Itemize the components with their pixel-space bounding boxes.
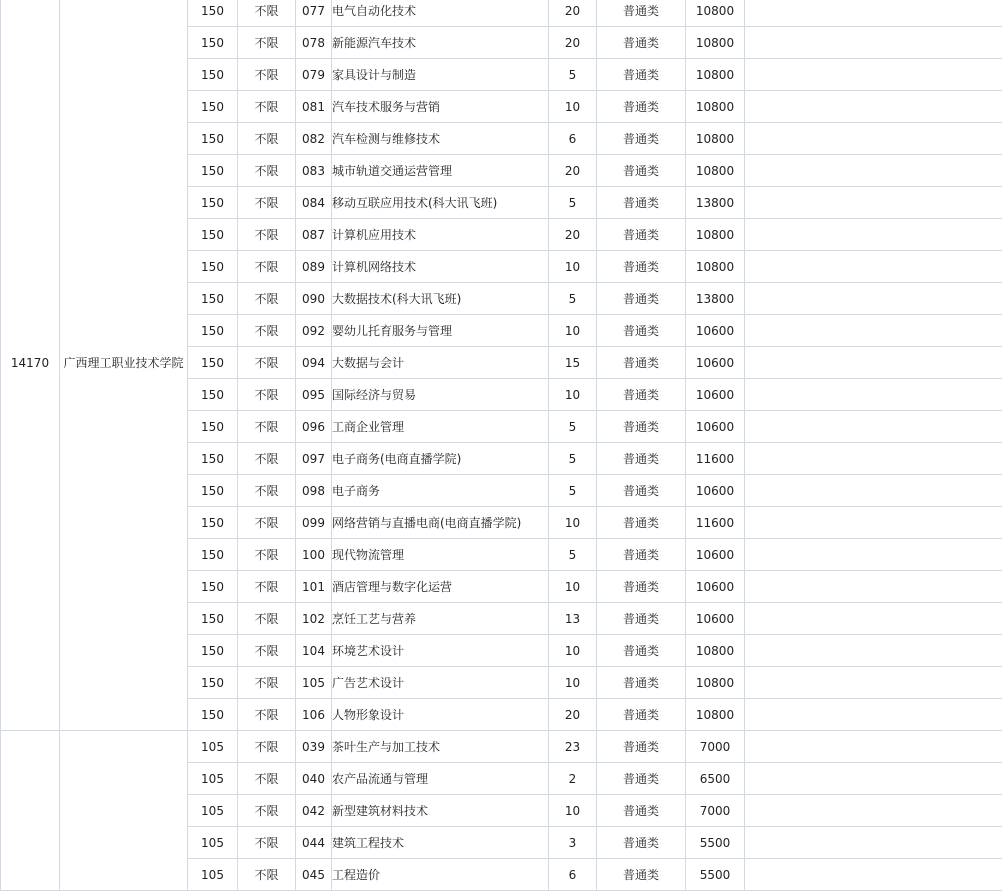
plan-count-cell: 15 [549, 347, 597, 379]
tuition-cell: 10800 [686, 91, 745, 123]
major-code-cell: 042 [296, 795, 332, 827]
subject-requirement-cell: 不限 [238, 507, 296, 539]
major-name-cell: 城市轨道交通运营管理 [332, 155, 549, 187]
remarks-cell [745, 411, 1002, 443]
major-name-cell: 家具设计与制造 [332, 59, 549, 91]
category-cell: 普通类 [597, 699, 686, 731]
subject-requirement-cell: 不限 [238, 0, 296, 27]
plan-count-cell: 10 [549, 315, 597, 347]
category-cell: 普通类 [597, 507, 686, 539]
major-name-cell: 汽车技术服务与营销 [332, 91, 549, 123]
major-name-cell: 农产品流通与管理 [332, 763, 549, 795]
category-cell: 普通类 [597, 539, 686, 571]
remarks-cell [745, 539, 1002, 571]
category-cell: 普通类 [597, 251, 686, 283]
plan-count-cell: 10 [549, 667, 597, 699]
min-score-cell: 105 [188, 795, 238, 827]
major-name-cell: 电子商务(电商直播学院) [332, 443, 549, 475]
major-name-cell: 工程造价 [332, 859, 549, 891]
tuition-cell: 10800 [686, 251, 745, 283]
plan-count-cell: 10 [549, 251, 597, 283]
major-code-cell: 098 [296, 475, 332, 507]
major-code-cell: 095 [296, 379, 332, 411]
remarks-cell [745, 379, 1002, 411]
min-score-cell: 150 [188, 315, 238, 347]
subject-requirement-cell: 不限 [238, 123, 296, 155]
remarks-cell [745, 91, 1002, 123]
tuition-cell: 5500 [686, 827, 745, 859]
min-score-cell: 150 [188, 411, 238, 443]
min-score-cell: 150 [188, 59, 238, 91]
tuition-cell: 10800 [686, 0, 745, 27]
min-score-cell: 150 [188, 187, 238, 219]
category-cell: 普通类 [597, 27, 686, 59]
major-code-cell: 077 [296, 0, 332, 27]
min-score-cell: 105 [188, 731, 238, 763]
tuition-cell: 10600 [686, 411, 745, 443]
subject-requirement-cell: 不限 [238, 571, 296, 603]
plan-count-cell: 5 [549, 59, 597, 91]
plan-count-cell: 2 [549, 763, 597, 795]
tuition-cell: 10600 [686, 347, 745, 379]
table-row [1, 0, 1002, 27]
category-cell: 普通类 [597, 443, 686, 475]
remarks-cell [745, 667, 1002, 699]
major-code-cell: 094 [296, 347, 332, 379]
min-score-cell: 150 [188, 571, 238, 603]
major-name-cell: 新能源汽车技术 [332, 27, 549, 59]
category-cell: 普通类 [597, 0, 686, 27]
category-cell: 普通类 [597, 91, 686, 123]
plan-count-cell: 10 [549, 795, 597, 827]
subject-requirement-cell: 不限 [238, 379, 296, 411]
subject-requirement-cell: 不限 [238, 347, 296, 379]
major-name-cell: 茶叶生产与加工技术 [332, 731, 549, 763]
min-score-cell: 150 [188, 123, 238, 155]
category-cell: 普通类 [597, 763, 686, 795]
major-code-cell: 090 [296, 283, 332, 315]
category-cell: 普通类 [597, 283, 686, 315]
min-score-cell: 150 [188, 0, 238, 27]
major-name-cell: 电子商务 [332, 475, 549, 507]
min-score-cell: 150 [188, 219, 238, 251]
min-score-cell: 150 [188, 155, 238, 187]
major-code-cell: 097 [296, 443, 332, 475]
tuition-cell: 11600 [686, 507, 745, 539]
remarks-cell [745, 827, 1002, 859]
tuition-cell: 10600 [686, 315, 745, 347]
tuition-cell: 10800 [686, 699, 745, 731]
category-cell: 普通类 [597, 635, 686, 667]
tuition-cell: 10800 [686, 123, 745, 155]
subject-requirement-cell: 不限 [238, 635, 296, 667]
remarks-cell [745, 27, 1002, 59]
subject-requirement-cell: 不限 [238, 827, 296, 859]
school-code-cell [1, 731, 60, 891]
tuition-cell: 10600 [686, 379, 745, 411]
plan-count-cell: 23 [549, 731, 597, 763]
min-score-cell: 150 [188, 603, 238, 635]
tuition-cell: 10600 [686, 571, 745, 603]
tuition-cell: 10800 [686, 667, 745, 699]
major-code-cell: 045 [296, 859, 332, 891]
subject-requirement-cell: 不限 [238, 411, 296, 443]
remarks-cell [745, 283, 1002, 315]
major-name-cell: 网络营销与直播电商(电商直播学院) [332, 507, 549, 539]
category-cell: 普通类 [597, 827, 686, 859]
min-score-cell: 150 [188, 379, 238, 411]
category-cell: 普通类 [597, 475, 686, 507]
subject-requirement-cell: 不限 [238, 283, 296, 315]
major-code-cell: 106 [296, 699, 332, 731]
remarks-cell [745, 251, 1002, 283]
major-code-cell: 082 [296, 123, 332, 155]
major-code-cell: 100 [296, 539, 332, 571]
tuition-cell: 10800 [686, 59, 745, 91]
plan-count-cell: 20 [549, 155, 597, 187]
remarks-cell [745, 155, 1002, 187]
remarks-cell [745, 443, 1002, 475]
remarks-cell [745, 571, 1002, 603]
category-cell: 普通类 [597, 859, 686, 891]
major-code-cell: 044 [296, 827, 332, 859]
remarks-cell [745, 123, 1002, 155]
major-name-cell: 烹饪工艺与营养 [332, 603, 549, 635]
remarks-cell [745, 763, 1002, 795]
subject-requirement-cell: 不限 [238, 219, 296, 251]
category-cell: 普通类 [597, 187, 686, 219]
major-code-cell: 078 [296, 27, 332, 59]
major-name-cell: 建筑工程技术 [332, 827, 549, 859]
min-score-cell: 105 [188, 827, 238, 859]
subject-requirement-cell: 不限 [238, 795, 296, 827]
major-code-cell: 089 [296, 251, 332, 283]
major-code-cell: 096 [296, 411, 332, 443]
major-name-cell: 广告艺术设计 [332, 667, 549, 699]
tuition-cell: 10600 [686, 603, 745, 635]
min-score-cell: 150 [188, 91, 238, 123]
major-code-cell: 105 [296, 667, 332, 699]
plan-count-cell: 5 [549, 187, 597, 219]
school-code-cell: 14170 [1, 0, 60, 731]
plan-count-cell: 6 [549, 123, 597, 155]
remarks-cell [745, 0, 1002, 27]
category-cell: 普通类 [597, 795, 686, 827]
plan-count-cell: 13 [549, 603, 597, 635]
tuition-cell: 10800 [686, 219, 745, 251]
major-code-cell: 087 [296, 219, 332, 251]
category-cell: 普通类 [597, 315, 686, 347]
remarks-cell [745, 315, 1002, 347]
category-cell: 普通类 [597, 731, 686, 763]
remarks-cell [745, 603, 1002, 635]
major-name-cell: 现代物流管理 [332, 539, 549, 571]
tuition-cell: 13800 [686, 187, 745, 219]
remarks-cell [745, 731, 1002, 763]
category-cell: 普通类 [597, 667, 686, 699]
subject-requirement-cell: 不限 [238, 155, 296, 187]
table-row [1, 731, 1002, 763]
major-name-cell: 电气自动化技术 [332, 0, 549, 27]
tuition-cell: 5500 [686, 859, 745, 891]
category-cell: 普通类 [597, 347, 686, 379]
subject-requirement-cell: 不限 [238, 731, 296, 763]
major-code-cell: 092 [296, 315, 332, 347]
min-score-cell: 150 [188, 251, 238, 283]
min-score-cell: 150 [188, 475, 238, 507]
subject-requirement-cell: 不限 [238, 251, 296, 283]
major-name-cell: 人物形象设计 [332, 699, 549, 731]
major-code-cell: 102 [296, 603, 332, 635]
major-name-cell: 新型建筑材料技术 [332, 795, 549, 827]
min-score-cell: 150 [188, 347, 238, 379]
major-code-cell: 099 [296, 507, 332, 539]
subject-requirement-cell: 不限 [238, 603, 296, 635]
subject-requirement-cell: 不限 [238, 475, 296, 507]
subject-requirement-cell: 不限 [238, 539, 296, 571]
major-name-cell: 计算机应用技术 [332, 219, 549, 251]
plan-count-cell: 5 [549, 411, 597, 443]
major-code-cell: 081 [296, 91, 332, 123]
plan-count-cell: 5 [549, 539, 597, 571]
school-name-cell: 广西理工职业技术学院 [60, 0, 188, 731]
subject-requirement-cell: 不限 [238, 27, 296, 59]
min-score-cell: 150 [188, 699, 238, 731]
major-code-cell: 084 [296, 187, 332, 219]
plan-count-cell: 20 [549, 699, 597, 731]
school-name-cell [60, 731, 188, 891]
remarks-cell [745, 699, 1002, 731]
tuition-cell: 10800 [686, 27, 745, 59]
tuition-cell: 13800 [686, 283, 745, 315]
remarks-cell [745, 859, 1002, 891]
category-cell: 普通类 [597, 571, 686, 603]
major-code-cell: 040 [296, 763, 332, 795]
min-score-cell: 150 [188, 283, 238, 315]
subject-requirement-cell: 不限 [238, 315, 296, 347]
subject-requirement-cell: 不限 [238, 667, 296, 699]
tuition-cell: 10600 [686, 475, 745, 507]
plan-count-cell: 10 [549, 379, 597, 411]
major-name-cell: 大数据与会计 [332, 347, 549, 379]
plan-count-cell: 5 [549, 475, 597, 507]
tuition-cell: 6500 [686, 763, 745, 795]
major-name-cell: 国际经济与贸易 [332, 379, 549, 411]
major-name-cell: 移动互联应用技术(科大讯飞班) [332, 187, 549, 219]
plan-count-cell: 6 [549, 859, 597, 891]
min-score-cell: 150 [188, 635, 238, 667]
category-cell: 普通类 [597, 155, 686, 187]
category-cell: 普通类 [597, 603, 686, 635]
major-name-cell: 汽车检测与维修技术 [332, 123, 549, 155]
major-code-cell: 039 [296, 731, 332, 763]
category-cell: 普通类 [597, 379, 686, 411]
subject-requirement-cell: 不限 [238, 91, 296, 123]
remarks-cell [745, 219, 1002, 251]
subject-requirement-cell: 不限 [238, 443, 296, 475]
plan-count-cell: 10 [549, 635, 597, 667]
min-score-cell: 150 [188, 27, 238, 59]
plan-count-cell: 10 [549, 507, 597, 539]
min-score-cell: 150 [188, 507, 238, 539]
tuition-cell: 10800 [686, 635, 745, 667]
major-code-cell: 079 [296, 59, 332, 91]
major-code-cell: 101 [296, 571, 332, 603]
plan-count-cell: 20 [549, 0, 597, 27]
major-code-cell: 104 [296, 635, 332, 667]
remarks-cell [745, 347, 1002, 379]
category-cell: 普通类 [597, 123, 686, 155]
remarks-cell [745, 475, 1002, 507]
remarks-cell [745, 795, 1002, 827]
plan-count-cell: 20 [549, 27, 597, 59]
remarks-cell [745, 59, 1002, 91]
major-name-cell: 工商企业管理 [332, 411, 549, 443]
plan-count-cell: 10 [549, 91, 597, 123]
tuition-cell: 10800 [686, 155, 745, 187]
tuition-cell: 10600 [686, 539, 745, 571]
major-name-cell: 大数据技术(科大讯飞班) [332, 283, 549, 315]
plan-count-cell: 3 [549, 827, 597, 859]
plan-count-cell: 20 [549, 219, 597, 251]
min-score-cell: 150 [188, 667, 238, 699]
major-name-cell: 婴幼儿托育服务与管理 [332, 315, 549, 347]
min-score-cell: 150 [188, 443, 238, 475]
category-cell: 普通类 [597, 219, 686, 251]
subject-requirement-cell: 不限 [238, 59, 296, 91]
plan-count-cell: 5 [549, 443, 597, 475]
remarks-cell [745, 635, 1002, 667]
major-name-cell: 酒店管理与数字化运营 [332, 571, 549, 603]
subject-requirement-cell: 不限 [238, 763, 296, 795]
category-cell: 普通类 [597, 411, 686, 443]
remarks-cell [745, 187, 1002, 219]
category-cell: 普通类 [597, 59, 686, 91]
subject-requirement-cell: 不限 [238, 187, 296, 219]
subject-requirement-cell: 不限 [238, 859, 296, 891]
plan-count-cell: 5 [549, 283, 597, 315]
tuition-cell: 11600 [686, 443, 745, 475]
subject-requirement-cell: 不限 [238, 699, 296, 731]
plan-count-cell: 10 [549, 571, 597, 603]
min-score-cell: 150 [188, 539, 238, 571]
major-name-cell: 环境艺术设计 [332, 635, 549, 667]
min-score-cell: 105 [188, 763, 238, 795]
tuition-cell: 7000 [686, 795, 745, 827]
min-score-cell: 105 [188, 859, 238, 891]
tuition-cell: 7000 [686, 731, 745, 763]
major-code-cell: 083 [296, 155, 332, 187]
major-name-cell: 计算机网络技术 [332, 251, 549, 283]
remarks-cell [745, 507, 1002, 539]
